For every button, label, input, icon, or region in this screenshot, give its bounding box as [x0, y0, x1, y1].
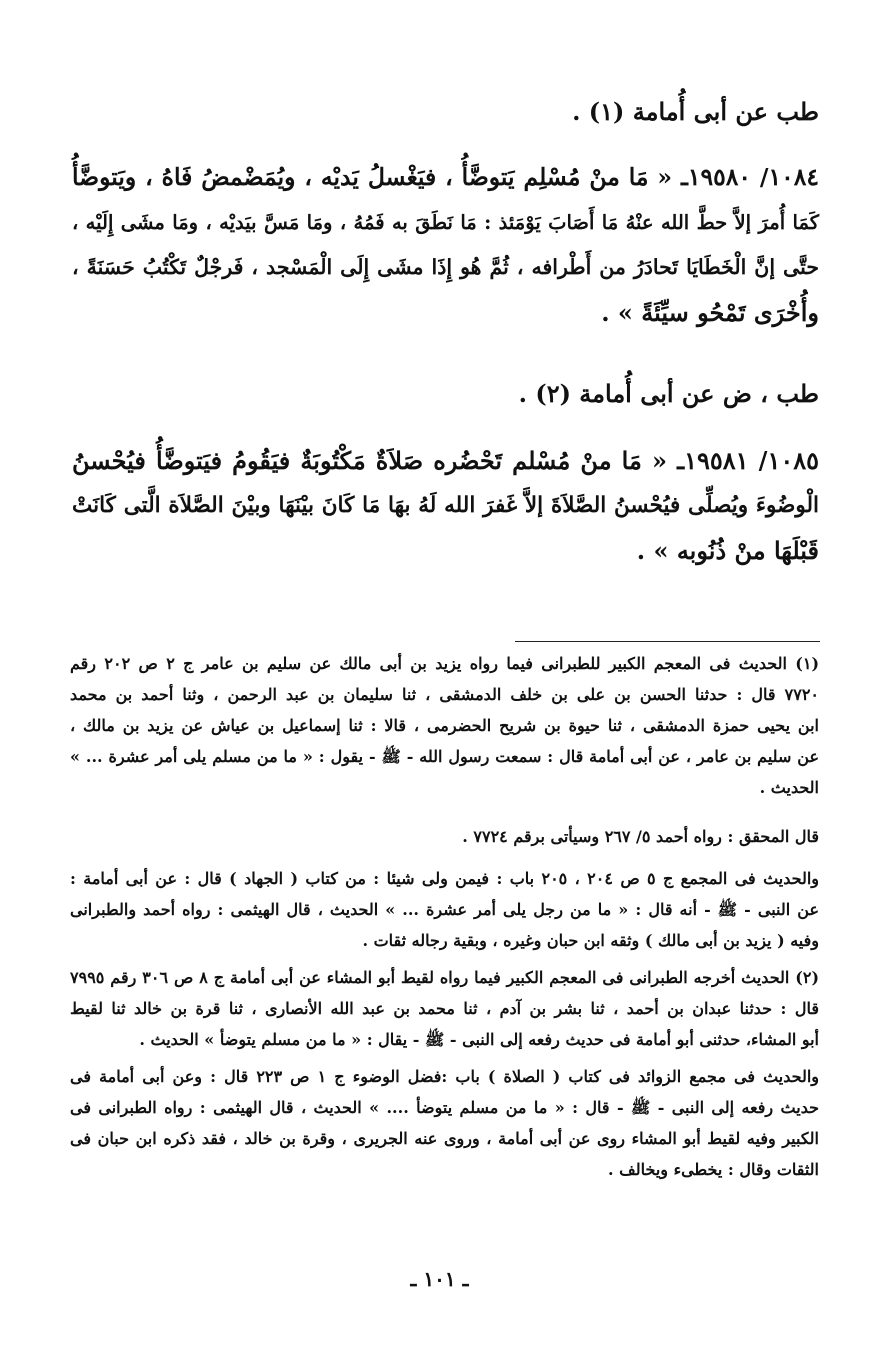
footnote-line: ٧٧٢٠ قال : حدثنا الحسن بن على بن خلف الدمشقى ، ثنا سليمان بن عبد الرحمن ، وثنا أحمد بن محمد — [70, 685, 819, 704]
footnote-divider — [515, 641, 820, 642]
footnote-line: الكبير وفيه لقيط أبو المشاء روى عن أبى أمامة ، وروى عنه الجريرى ، وقرة بن خالد ، فقد ذكره ابن حبان فى — [70, 1129, 819, 1148]
hadith-entry — [72, 155, 819, 335]
investigator-note — [70, 821, 819, 852]
footnote-line: (١) الحديث فى المعجم الكبير للطبرانى فيما رواه يزيد بن أبى مالك عن سليم بن عامر ج ٢ ص ٢٠٢ رقم — [70, 654, 820, 673]
footnote-line: الحديث . — [759, 778, 819, 797]
hadith-line: كَمَا أُمرَ إلاَّ حطَّ الله عنْهُ مَا أَصَابَ يَوْمَئذ : مَا نَطَقَ به فَمُهُ ، ومَا مَسَّ بيَديْه ، ومَا مشَى إِلَيْه ، — [72, 211, 819, 234]
footnote-zawaid — [70, 1061, 819, 1185]
footnote-line: قال : حدثنا عبدان بن أحمد ، ثنا بشر بن آدم ، ثنا محمد بن عبد الله الأنصارى ، ثنا قرة بن خالد ثنا لقيط — [70, 999, 819, 1018]
hadith-line: ١٠٨٥/ ١٩٥٨١ـ « مَا منْ مُسْلم تَحْضُره صَلاَةٌ مَكْتُوبَةٌ فيَقُومُ فيَتوضَّأُ فيُحْسنُ — [72, 446, 820, 475]
footnote-line: أبو المشاء، حدثنى أبو أمامة فى حديث رفعه إلى النبى - ﷺ - يقال : « ما من مسلم يتوضأ » الحديث . — [139, 1030, 819, 1049]
hadith-entry — [72, 438, 819, 573]
footnote-majma — [70, 863, 819, 956]
source-attribution: طب عن أبى أُمامة (١) . — [572, 97, 819, 126]
footnote-line: والحديث فى المجمع ج ٥ ص ٢٠٤ ، ٢٠٥ باب : فيمن ولى شيئا : من كتاب ( الجهاد ) قال : عن أبى أمامة : — [70, 869, 820, 888]
footnote-line: قال المحقق : رواه أحمد ٥/ ٢٦٧ وسيأتى برقم ٧٧٢٤ . — [462, 827, 819, 846]
hadith-line: قَبْلَهَا منْ ذُنُوبه » . — [636, 536, 819, 565]
footnote-1 — [70, 648, 819, 803]
hadith-line: وأُخْرَى تَمْحُو سيِّئَةً » . — [601, 298, 819, 327]
footnote-line: حديث رفعه إلى النبى - ﷺ - قال : « ما من مسلم يتوضأ .... » الحديث ، قال الهيثمى : رواه الطبرانى فى — [70, 1098, 819, 1117]
footnote-line: عن سليم بن عامر ، عن أبى أمامة قال : سمعت رسول الله - ﷺ - يقول : « ما من مسلم يلى أمر عشرة ... » — [70, 747, 819, 766]
hadith-line: الْوضُوءَ ويُصلِّى فيُحْسنُ الصَّلاَةَ إلاَّ غَفرَ الله لَهُ بهَا مَا كَانَ بيْنَهَا وبيْنَ الصَّلاَة الَّتى كَانَتْ — [72, 493, 819, 518]
footnote-line: عن النبى - ﷺ - أنه قال : « ما من رجل يلى أمر عشرة ... » الحديث ، قال الهيثمى : رواه أحمد والطبرانى — [70, 900, 819, 919]
footnote-line: وفيه ( يزيد بن أبى مالك ) وثقه ابن حبان وغيره ، وبقية رجاله ثقات . — [362, 931, 819, 950]
hadith-line: ١٠٨٤/ ١٩٥٨٠ـ « مَا منْ مُسْلِم يَتوضَّأُ ، فيَغْسلُ يَديْه ، ويُمَضْمضُ فَاهُ ، ويَتوضَّأُ — [72, 163, 819, 191]
page-number: ـ ١٠١ ـ — [410, 1267, 469, 1291]
footnote-line: الثقات وقال : يخطىء ويخالف . — [608, 1160, 819, 1179]
footnote-line: ابن يحيى حمزة الدمشقى ، ثنا حيوة بن شريح الحضرمى ، قالا : ثنا إسماعيل بن عياش عن يزيد بن مالك ، — [70, 716, 819, 735]
footnote-line: والحديث فى مجمع الزوائد فى كتاب ( الصلاة ) باب :فضل الوضوء ج ١ ص ٢٢٣ قال : وعن أبى أمامة فى — [70, 1067, 820, 1086]
hadith-line: حتَّى إنَّ الْخَطَايَا تَحادَرُ من أَطْرافه ، ثُمَّ هُو إِذَا مشَى إِلَى الْمَسْجد ، فَرجْلٌ تَكْتُبُ حَسَنَةً ، — [72, 255, 819, 279]
footnote-2 — [70, 962, 819, 1055]
source-attribution: طب ، ض عن أبى أُمامة (٢) . — [518, 379, 819, 408]
footnote-line: (٢) الحديث أخرجه الطبرانى فى المعجم الكبير فيما رواه لقيط أبو المشاء عن أبى أمامة ج ٨ ص ٣٠٦ رقم ٧٩٩٥ — [70, 968, 820, 987]
